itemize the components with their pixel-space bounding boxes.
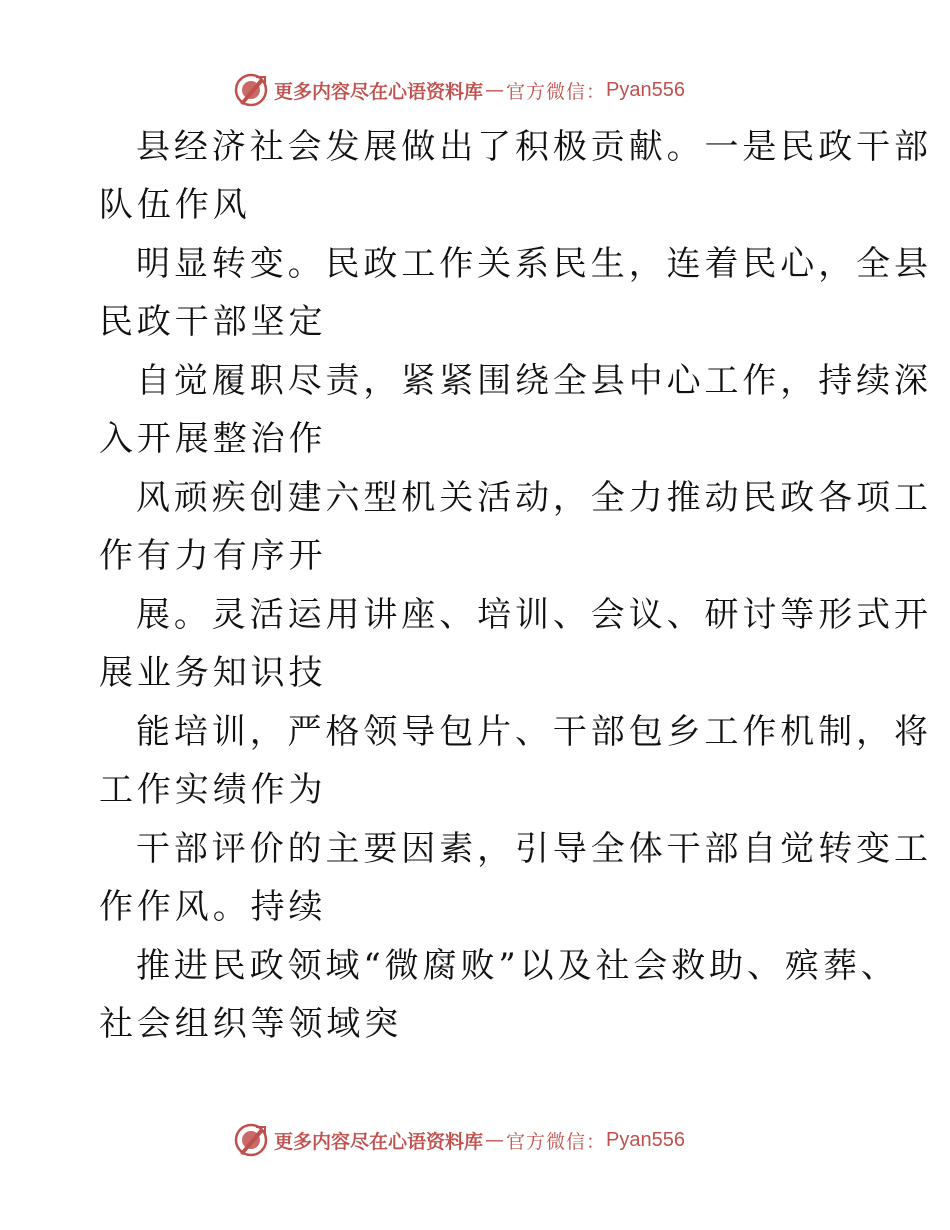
- text-line: 风顽疾创建六型机关活动，全力推动民政各项工: [136, 478, 932, 518]
- text-line: 干部评价的主要因素，引导全体干部自觉转变工: [136, 829, 932, 869]
- text-line: 民政干部坚定: [99, 302, 327, 342]
- quill-logo-icon: [234, 1123, 268, 1157]
- banner-dash: —: [485, 79, 505, 101]
- text-line: 队伍作风: [99, 185, 251, 225]
- banner-brand-text: 更多内容尽在心语资料库: [274, 80, 484, 103]
- banner-official-label: 官方微信：: [506, 80, 607, 103]
- text-line: 工作实绩作为: [99, 770, 327, 810]
- text-line: 展。灵活运用讲座、培训、会议、研讨等形式开: [136, 595, 932, 635]
- banner-brand-text: 更多内容尽在心语资料库: [274, 1130, 484, 1153]
- text-line: 推进民政领域“微腐败”以及社会救助、殡葬、: [136, 946, 899, 986]
- text-line: 展业务知识技: [99, 653, 327, 693]
- banner-wechat-handle: Pyan556: [606, 1128, 685, 1151]
- text-line: 入开展整治作: [99, 419, 327, 459]
- text-line: 能培训，严格领导包片、干部包乡工作机制，将: [136, 712, 932, 752]
- banner-dash: —: [485, 1129, 505, 1151]
- banner-official-label: 官方微信：: [506, 1130, 607, 1153]
- footer-banner: [234, 1122, 685, 1158]
- text-line: 作有力有序开: [99, 536, 327, 576]
- text-line: 社会组织等领域突: [99, 1004, 403, 1044]
- text-line: 县经济社会发展做出了积极贡献。一是民政干部: [136, 127, 932, 167]
- text-line: 自觉履职尽责，紧紧围绕全县中心工作，持续深: [136, 361, 932, 401]
- banner-wechat-handle: Pyan556: [606, 78, 685, 101]
- text-line: 作作风。持续: [99, 887, 327, 927]
- text-line: 明显转变。民政工作关系民生，连着民心，全县: [136, 244, 932, 284]
